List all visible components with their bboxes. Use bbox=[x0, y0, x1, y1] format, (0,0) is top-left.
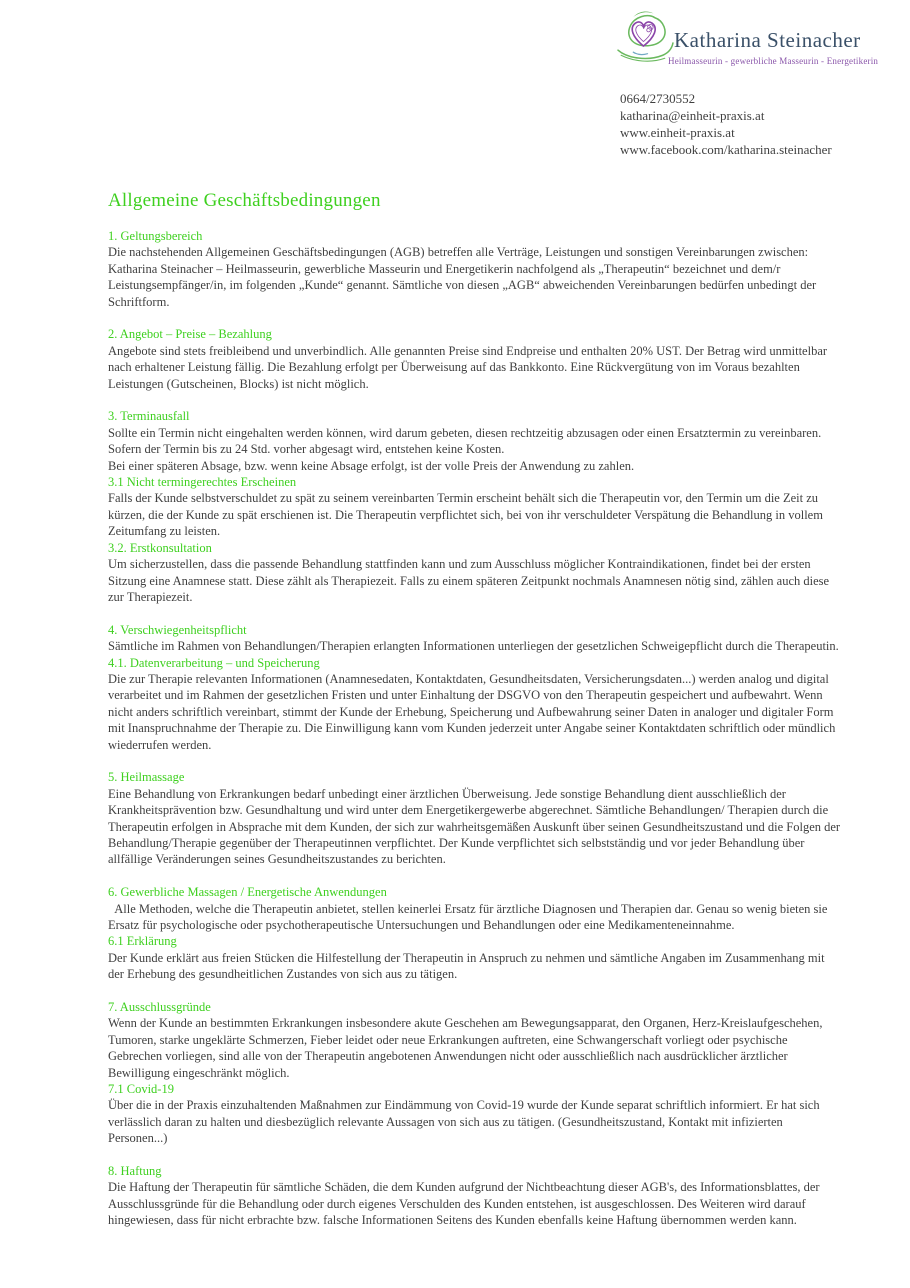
section-paragraph: Angebote sind stets freibleibend und unverbindlich. Alle genannten Preise sind Endpreise und enthalten 20% UST. Der Betrag wird unmittelbar nach erhaltener Leistung fällig. Die Bezahlung erfolgt per Überweisung auf das Bankkonto. Eine Rückvergütung von im Voraus bezahlten Leistungen (Gutscheinen, Blocks) ist nicht möglich. bbox=[108, 343, 831, 391]
section-heading: 3.2. Erstkonsultation bbox=[108, 540, 212, 555]
section-paragraph: Falls der Kunde selbstverschuldet zu spät zu seinem vereinbarten Termin erscheint behält sich die Therapeutin vor, den Termin um die Zeit zu kürzen, die der Kunde zu spät erschienen ist. Die Therapeutin verpflichtet sich, bei von ihr verschuldeter Verspätung die Behandlung in vollem Zeitumfang zu leisten. bbox=[108, 491, 827, 539]
section-paragraph: Der Kunde erklärt aus freien Stücken die Hilfestellung der Therapeutin in Anspruch zu nehmen und sämtliche Angaben im Zusammenhang mit der Erhebung des gesundheitlichen Zustandes von sich aus zu tätigen. bbox=[108, 950, 828, 982]
section-heading: 3.1 Nicht termingerechtes Erscheinen bbox=[108, 475, 297, 490]
agb-section bbox=[108, 999, 842, 1147]
section-paragraph: Sollte ein Termin nicht eingehalten werden können, wird darum gebeten, diesen rechtzeitig abzusagen oder einen Ersatztermin zu vereinbaren. Sofern der Termin bis zu 24 Std. vorher abgesagt wird, entstehen keine Kosten. bbox=[108, 425, 825, 457]
contact-facebook: www.facebook.com/katharina.steinacher bbox=[620, 142, 832, 157]
section-heading: 4.1. Datenverarbeitung – und Speicherung bbox=[108, 655, 320, 670]
contact-phone: 0664/2730552 bbox=[620, 91, 696, 106]
section-heading: 1. Geltungsbereich bbox=[108, 229, 203, 243]
contact-email: katharina@einheit-praxis.at bbox=[620, 108, 765, 123]
page-title: Allgemeine Geschäftsbedingungen bbox=[108, 190, 381, 211]
section-heading: 2. Angebot – Preise – Bezahlung bbox=[108, 327, 272, 342]
brand-tagline: Heilmasseurin - gewerbliche Masseurin - Energetikerin bbox=[668, 56, 879, 66]
section-heading: 7. Ausschlussgründe bbox=[108, 1000, 211, 1014]
agb-section bbox=[108, 1163, 842, 1229]
section-heading: 6.1 Erklärung bbox=[108, 934, 177, 949]
section-paragraph: Die zur Therapie relevanten Informationen (Anamnesedaten, Kontaktdaten, Gesundheitsdaten, Versicherungsdaten...) werden analog und digital verarbeitet und im Rahmen der gesetzlichen Fristen und unter Einhaltung der DSGVO von den Therapeutin gespeichert und aufbewahrt. Wenn nicht anders schriftlich vereinbart, stimmt der Kunde der Erhebung, Speicherung und Aufbewahrung seiner Daten in analoger und digitaler Form mit Inanspruchnahme der Therapie zu. Die Einwilligung kann vom Kunden jederzeit unter Angabe seiner Kontaktdaten schriftlich oder mündlich wiederrufen werden. bbox=[108, 671, 839, 752]
heart-in-hand-logo-icon bbox=[616, 10, 676, 77]
section-heading: 7.1 Covid-19 bbox=[108, 1082, 174, 1097]
section-paragraph: Bei einer späteren Absage, bzw. wenn keine Absage erfolgt, ist der volle Preis der Anwendung zu zahlen. bbox=[108, 458, 635, 473]
agb-section bbox=[108, 326, 842, 392]
brand-name: Katharina Steinacher bbox=[674, 28, 861, 52]
section-paragraph: Sämtliche im Rahmen von Behandlungen/Therapien erlangten Informationen unterliegen der gesetzlichen Schweigepflicht durch die Therapeutin. bbox=[108, 639, 839, 654]
section-heading: 8. Haftung bbox=[108, 1164, 162, 1179]
section-paragraph: Alle Methoden, welche die Therapeutin anbietet, stellen keinerlei Ersatz für ärztliche Diagnosen und Therapien dar. Genau so wenig bieten sie Ersatz für psychologische oder psychotherapeutische Untersuchungen und Behandlungen oder eine Medikamenteneinnahme. bbox=[108, 901, 831, 932]
section-paragraph: Wenn der Kunde an bestimmten Erkrankungen insbesondere akute Geschehen am Bewegungsapparat, den Organen, Herz-Kreislaufgeschehen, Tumoren, starke ungeklärte Schmerzen, Fieber leidet oder neue Erkrankungen auftreten, eine Schwangerschaft vorliegt oder psychische Gebrechen vorliegen, sind alle von der Therapeutin angebotenen Anwendungen nicht oder ausschließlich nach ausdrücklicher ärztlicher Bewilligung eingeschränkt möglich. bbox=[108, 1016, 826, 1080]
section-paragraph: Eine Behandlung von Erkrankungen bedarf unbedingt einer ärztlichen Überweisung. Jede sonstige Behandlung dient ausschließlich der Krankheitsprävention bzw. Gesundhaltung und wird unter dem Energetikergewerbe abgerechnet. Sämtliche Behandlungen/ Therapien durch die Therapeutin erfolgen in Absprache mit dem Kunden, der sich zur wahrheitsgemäßen Auskunft über seinen Gesundheitszustand und die Folgen der Behandlung/Therapie gegenüber der Therapeutinnen verpflichtet. Der Kunde verpflichtet sich selbstständig und vor jeder Behandlung über allfällige Veränderungen seines Gesundheitszustandes zu berichten. bbox=[108, 786, 844, 867]
section-heading: 5. Heilmassage bbox=[108, 770, 185, 785]
agb-section bbox=[108, 769, 842, 867]
agb-section bbox=[108, 228, 842, 310]
contact-website: www.einheit-praxis.at bbox=[620, 125, 735, 140]
agb-section bbox=[108, 622, 842, 753]
section-paragraph: Die Haftung der Therapeutin für sämtliche Schäden, die dem Kunden aufgrund der Nichtbeachtung dieser AGB's, des Informationsblattes, der Ausschlussgründe für die Behandlung oder durch eigenes Verschulden des Kunden entstehen, ist ausgeschlossen. Des Weiteren wird darauf hingewiesen, dass für nicht erbrachte bzw. falsche Informationen Seitens des Kunden ebenfalls keine Haftung übernommen werden kann. bbox=[108, 1180, 822, 1228]
agb-section bbox=[108, 408, 842, 605]
section-heading: 4. Verschwiegenheitspflicht bbox=[108, 622, 247, 637]
brand-header bbox=[616, 8, 879, 82]
section-heading: 6. Gewerbliche Massagen / Energetische Anwendungen bbox=[108, 885, 387, 900]
section-heading: 3. Terminausfall bbox=[108, 409, 190, 424]
contact-block bbox=[620, 90, 832, 158]
document-sections bbox=[108, 228, 842, 1229]
agb-section bbox=[108, 884, 842, 982]
section-paragraph: Über die in der Praxis einzuhaltenden Maßnahmen zur Eindämmung von Covid-19 wurde der Kunde separat schriftlich informiert. Er hat sich verlässlich daran zu halten und diesbezüglich relevante Aussagen von sich aus zu tätigen. (Gesundheitszustand, Kontakt mit infizierten Personen...) bbox=[108, 1098, 823, 1146]
section-paragraph: Um sicherzustellen, dass die passende Behandlung stattfinden kann und zum Ausschluss möglicher Kontraindikationen, findet bei der ersten Sitzung eine Anamnese statt. Diese zählt als Therapiezeit. Falls zu einem späteren Zeitpunkt nochmals Anamnesen nötig sind, zählen auch diese zur Therapiezeit. bbox=[108, 557, 833, 604]
document-body bbox=[108, 190, 842, 1245]
section-paragraph: Die nachstehenden Allgemeinen Geschäftsbedingungen (AGB) betreffen alle Verträge, Leistungen und sonstigen Vereinbarungen zwischen: Katharina Steinacher – Heilmasseurin, gewerbliche Masseurin und Energetikerin nachfolgend als „Therapeutin“ bezeichnet und dem/r Leistungsempfänger/in, im folgenden „Kunde“ genannt. Sämtliche von diesen „AGB“ abweichenden Vereinbarungen bedürfen unbedingt der Schriftform. bbox=[108, 245, 820, 309]
